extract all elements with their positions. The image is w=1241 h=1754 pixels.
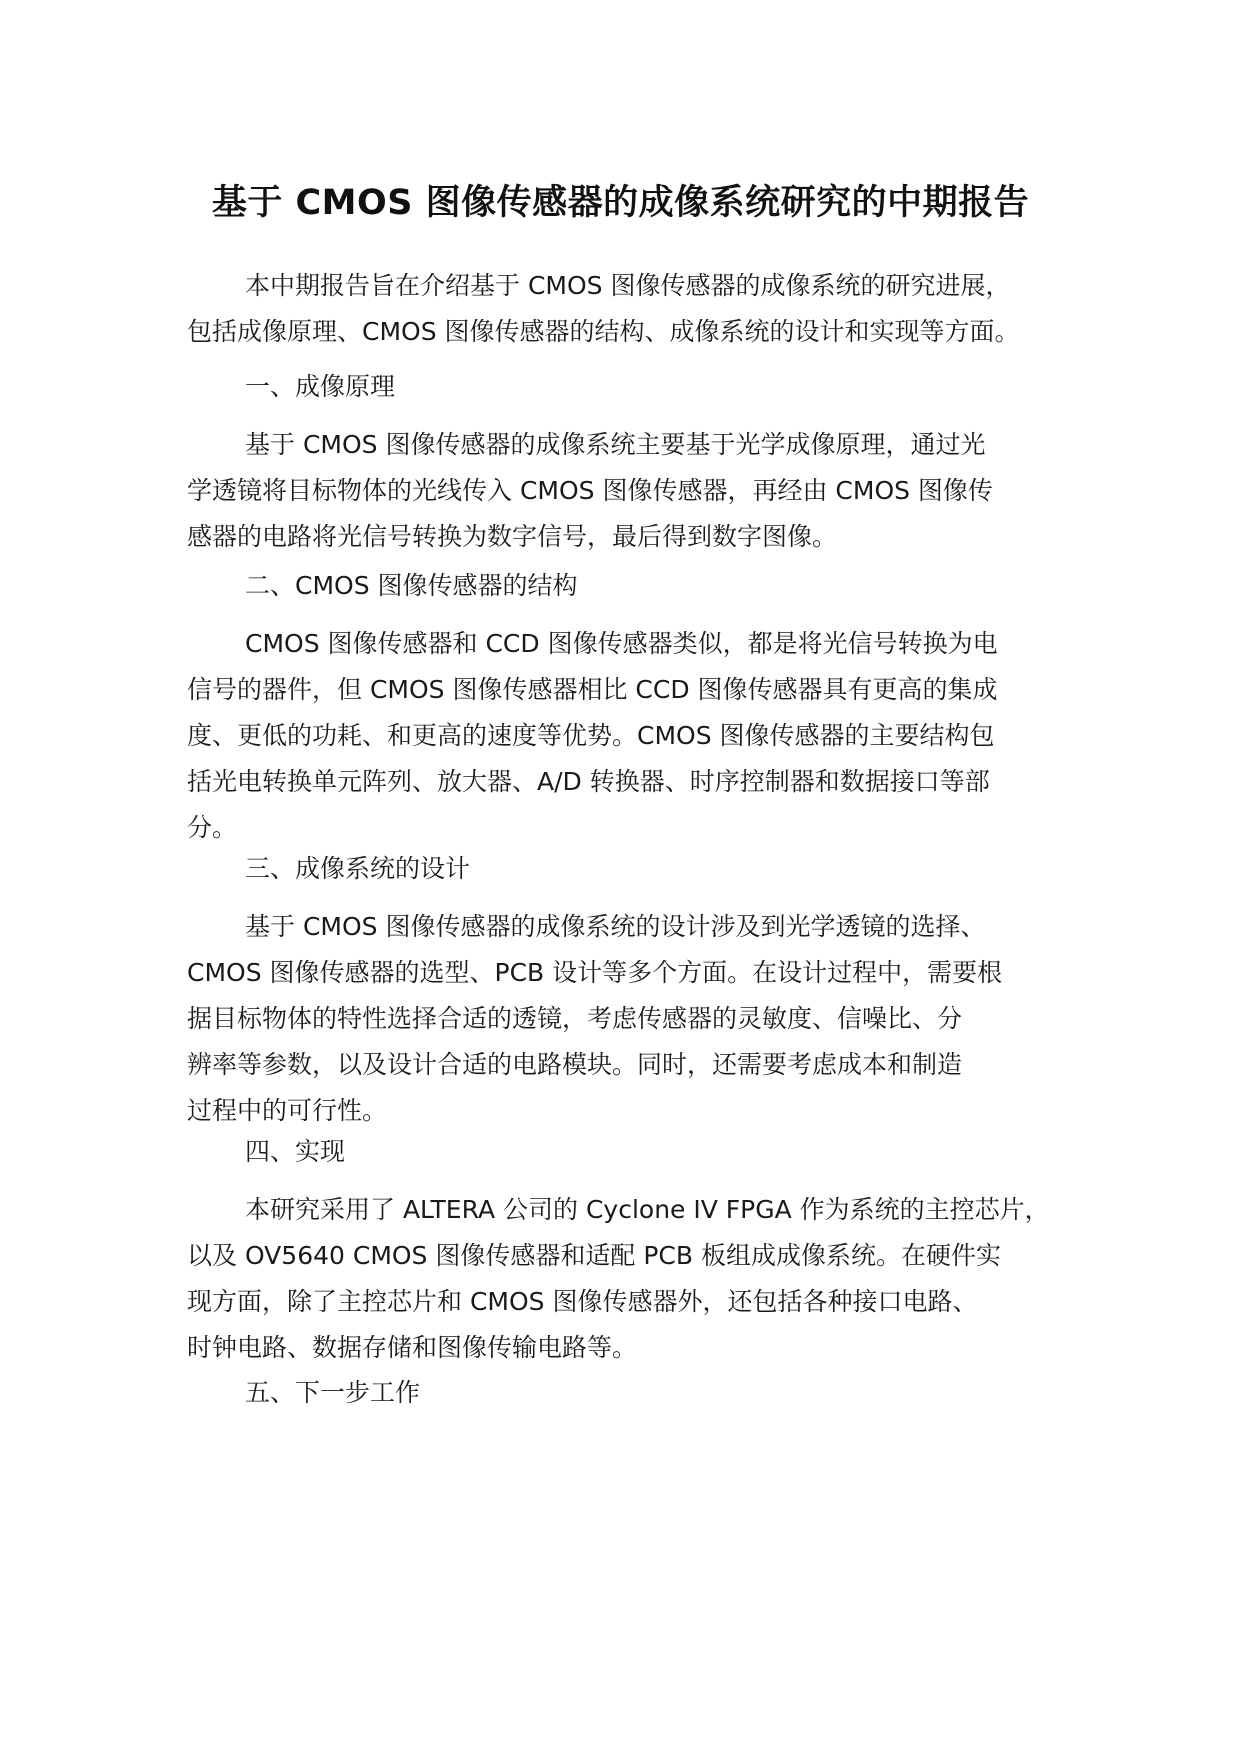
section-heading-4: 四、实现 [245,1137,346,1166]
section-paragraph-1 [187,422,1072,560]
intro-paragraph [187,263,1072,355]
paragraph-line: CMOS 图像传感器的选型、PCB 设计等多个方面。在设计过程中，需要根 [187,958,1003,987]
paragraph-line: 包括成像原理、CMOS 图像传感器的结构、成像系统的设计和实现等方面。 [187,317,1020,346]
paragraph-line: 过程中的可行性。 [187,1096,388,1125]
paragraph-line: 信号的器件，但 CMOS 图像传感器相比 CCD 图像传感器具有更高的集成 [187,675,998,704]
document-title: 基于 CMOS 图像传感器的成像系统研究的中期报告 [211,183,1030,223]
paragraph-line: 据目标物体的特性选择合适的透镜，考虑传感器的灵敏度、信噪比、分 [187,1004,963,1033]
paragraph-line: 度、更低的功耗、和更高的速度等优势。CMOS 图像传感器的主要结构包 [187,721,995,750]
paragraph-line: 基于 CMOS 图像传感器的成像系统的设计涉及到光学透镜的选择、 [245,912,986,941]
section-paragraph-2 [187,621,1072,851]
paragraph-line: 学透镜将目标物体的光线传入 CMOS 图像传感器，再经由 CMOS 图像传 [187,476,993,505]
paragraph-line: 括光电转换单元阵列、放大器、A/D 转换器、时序控制器和数据接口等部 [187,767,990,796]
paragraph-line: 本研究采用了 ALTERA 公司的 Cyclone IV FPGA 作为系统的主控芯片， [245,1195,1050,1224]
paragraph-line: 感器的电路将光信号转换为数字信号，最后得到数字图像。 [187,522,838,551]
paragraph-line: CMOS 图像传感器和 CCD 图像传感器类似，都是将光信号转换为电 [245,629,998,658]
paragraph-line: 基于 CMOS 图像传感器的成像系统主要基于光学成像原理，通过光 [245,430,986,459]
paragraph-line: 现方面，除了主控芯片和 CMOS 图像传感器外，还包括各种接口电路、 [187,1287,978,1316]
section-heading-1: 一、成像原理 [245,372,396,401]
section-paragraph-3 [187,904,1072,1134]
section-heading-3: 三、成像系统的设计 [245,854,471,883]
section-heading-2: 二、CMOS 图像传感器的结构 [245,571,578,600]
section-paragraph-4 [187,1187,1072,1371]
paragraph-line: 辨率等参数，以及设计合适的电路模块。同时，还需要考虑成本和制造 [187,1050,963,1079]
paragraph-line: 分。 [187,813,238,842]
paragraph-line: 以及 OV5640 CMOS 图像传感器和适配 PCB 板组成成像系统。在硬件实 [187,1241,1001,1270]
section-heading-5: 五、下一步工作 [245,1378,421,1407]
paragraph-line: 时钟电路、数据存储和图像传输电路等。 [187,1333,638,1362]
paragraph-line: 本中期报告旨在介绍基于 CMOS 图像传感器的成像系统的研究进展， [245,271,1011,300]
